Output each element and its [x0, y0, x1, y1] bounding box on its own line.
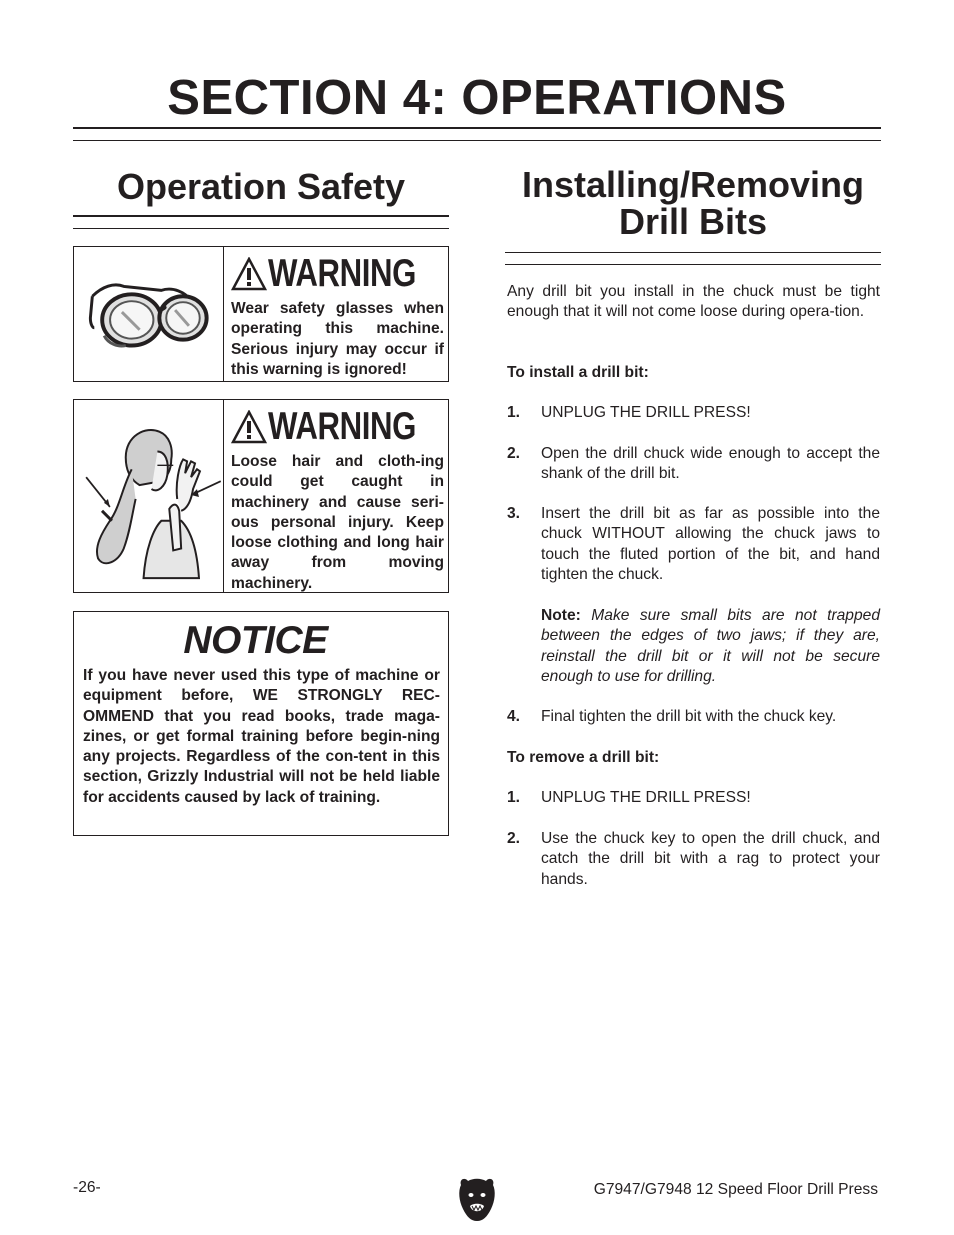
notice-label: NOTICE [183, 619, 328, 662]
note-text: Make sure small bits are not trapped between the edges of two jaws; if they are, reinstall the drill bit or it will not be secure enough to use for drilling. [541, 607, 880, 685]
warning-text-glasses: Wear safety glasses when operating this machine. Serious injury may occur if this warning is ignored! [231, 300, 444, 378]
remove-step: 1. UNPLUG THE DRILL PRESS! [507, 789, 751, 806]
page-number: -26- [73, 1179, 101, 1196]
intro-text: Any drill bit you install in the chuck must be tight enough that it will not come loose during opera-tion. [507, 283, 880, 321]
title-rule-thick [73, 127, 881, 129]
heading-line-2: Drill Bits [618, 201, 768, 242]
warning-header [231, 404, 444, 450]
install-step: 1. UNPLUG THE DRILL PRESS! [507, 404, 751, 421]
right-heading-rule-1 [505, 252, 881, 253]
loose-hair-icon [74, 400, 224, 592]
left-heading-rule-thick [73, 215, 449, 217]
intro-paragraph [507, 282, 880, 323]
install-step: 4. Final tighten the drill bit with the chuck key. [507, 708, 837, 725]
install-heading: To install a drill bit: [507, 364, 649, 381]
warning-box-glasses [73, 246, 449, 382]
notice-box [73, 611, 449, 836]
warning-box-hair [73, 399, 449, 593]
section-title: SECTION 4: OPERATIONS [167, 71, 787, 125]
warning-text-hair: Loose hair and cloth-ing could get caught in machinery and cause seri-ous personal injury. Keep loose clothing and long hair away from moving machinery. [231, 453, 444, 592]
heading-line-1: Installing/Removing [521, 164, 865, 205]
safety-glasses-icon [74, 247, 224, 381]
remove-heading: To remove a drill bit: [507, 749, 660, 766]
right-heading-rule-2 [505, 264, 881, 265]
notice-text: If you have never used this type of machine or equipment before, WE STRONGLY REC-OMMEND that you read books, trade maga-zines, or get formal training before begin-ning any projects. Regardless of the con-tent in this section, Grizzly Industrial will not be held liable for accidents caused by lack of training. [83, 667, 440, 806]
operation-safety-heading: Operation Safety [116, 166, 406, 207]
note-label: Note: [541, 607, 581, 624]
note-paragraph [507, 606, 880, 687]
warning-label: WARNING [268, 252, 416, 295]
left-heading-rule-thin [73, 228, 449, 229]
warning-label: WARNING [268, 405, 416, 448]
installing-removing-heading [505, 166, 881, 240]
warning-triangle-icon [231, 257, 267, 291]
warning-header [231, 251, 444, 297]
warning-triangle-icon [231, 410, 267, 444]
install-step: 3. Insert the drill bit as far as possible into the chuck WITHOUT allowing the chuck jaws to touch the fluted portion of the bit, and hand tighten the chuck. [507, 505, 880, 583]
install-step: 2. Open the drill chuck wide enough to accept the shank of the drill bit. [507, 445, 880, 483]
grizzly-bear-logo-icon [457, 1175, 497, 1223]
title-rule-thin [73, 140, 881, 141]
model-name: G7947/G7948 12 Speed Floor Drill Press [593, 1181, 878, 1198]
remove-step: 2. Use the chuck key to open the drill chuck, and catch the drill bit with a rag to protect your hands. [507, 830, 880, 888]
